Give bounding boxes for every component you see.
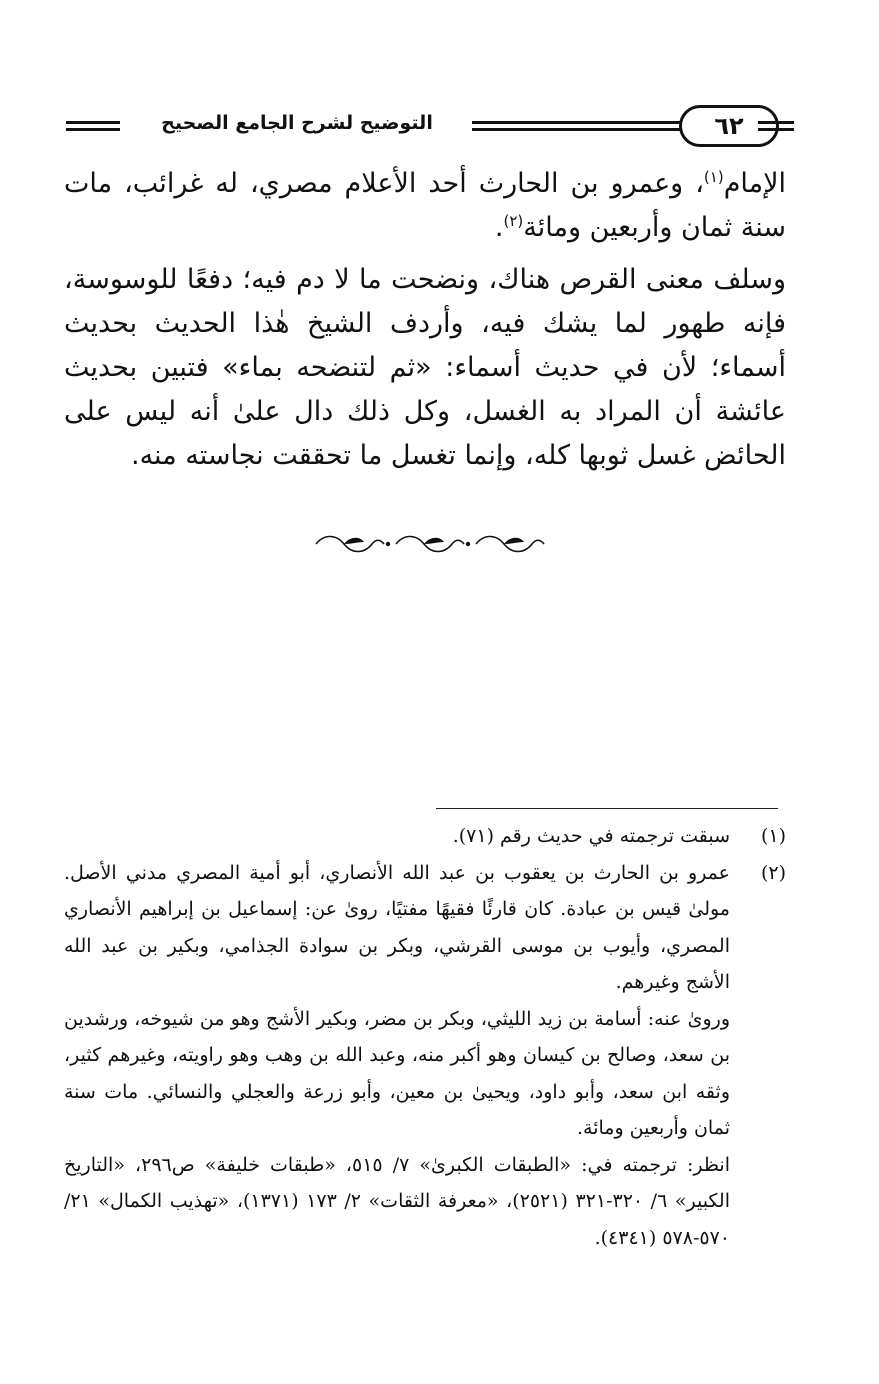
page-number: ٦٢: [714, 112, 744, 140]
section-ornament-icon: [310, 528, 550, 560]
footnote-paragraph: سبقت ترجمته في حديث رقم (٧١).: [452, 825, 730, 847]
text-segment: وسلف معنى القرص هناك، ونضحت ما لا دم فيه؛ دفعًا للوسوسة، فإنه طهور لما يشك فيه، وأردف الشيخ هٰذا الحديث بحديث أسماء؛ لأن في حديث أسماء: «ثم لتنضحه بماء» فتبين بحديث عائشة أن المراد به الغسل، وكل ذلك دال علىٰ أنه ليس على الحائض غسل ثوبها كله، وإنما تغسل ما تحققت نجاسته منه.: [64, 264, 786, 471]
footnote-number: (٢): [760, 861, 786, 884]
paragraph-1: [64, 162, 786, 250]
text-segment: .: [494, 212, 504, 243]
paragraph-2: [64, 258, 786, 478]
header-rule-right: [758, 121, 794, 131]
footnote-ref-1: (١): [703, 168, 724, 186]
footnote-2: [64, 855, 786, 1257]
footnote-paragraph: انظر: ترجمته في: «الطبقات الكبرىٰ» ٧/ ٥١٥، «طبقات خليفة» ص٢٩٦، «التاريخ الكبير» ٦/ ٣٢٠-٣٢١ (٢٥٢١)، «معرفة الثقات» ٢/ ١٧٣ (١٣٧١)، «تهذيب الكمال» ٢١/ ٥٧٠-٥٧٨ (٤٣٤١).: [64, 1153, 730, 1249]
footnote-paragraph: وروىٰ عنه: أسامة بن زيد الليثي، وبكر بن مضر، وبكير الأشج وهو من شيوخه، ورشدين بن سعد، وصالح بن كيسان وهو أكبر منه، وعبد الله بن وهب وهو راويته، وغيرهم كثير، وثقه ابن سعد، وأبو داود، ويحيىٰ بن معين، وأبو زرعة والعجلي والنسائي. مات سنة ثمان وأربعين ومائة.: [64, 1007, 730, 1139]
footnote-text: [64, 855, 730, 1257]
header-rule-left: [66, 121, 120, 131]
text-segment: الإمام: [723, 168, 786, 199]
footnote-ref-2: (٢): [503, 212, 524, 230]
header-rule-middle: [472, 121, 710, 131]
footnote-paragraph: عمرو بن الحارث بن يعقوب بن عبد الله الأنصاري، أبو أمية المصري مدني الأصل. مولىٰ قيس بن عبادة. كان قارئًا فقيهًا مفتيًا، روىٰ عن: إسماعيل بن إبراهيم الأنصاري المصري، وأيوب بن موسى القرشي، وبكر بن سوادة الجذامي، وبكير بن عبد الله الأشج وغيرهم.: [64, 861, 730, 993]
footnotes: [64, 818, 786, 1256]
footnote-number: (١): [760, 825, 786, 847]
footnote-1: [64, 818, 786, 855]
text-segment: ، وعمرو بن الحارث أحد الأعلام مصري، له غرائب، مات سنة ثمان وأربعين ومائة: [64, 168, 786, 243]
footnote-separator: [436, 808, 778, 809]
main-text: [64, 162, 786, 478]
footnote-text: [64, 818, 730, 855]
running-header: [64, 100, 794, 152]
running-title: التوضيح لشرح الجامع الصحيح: [161, 112, 433, 134]
